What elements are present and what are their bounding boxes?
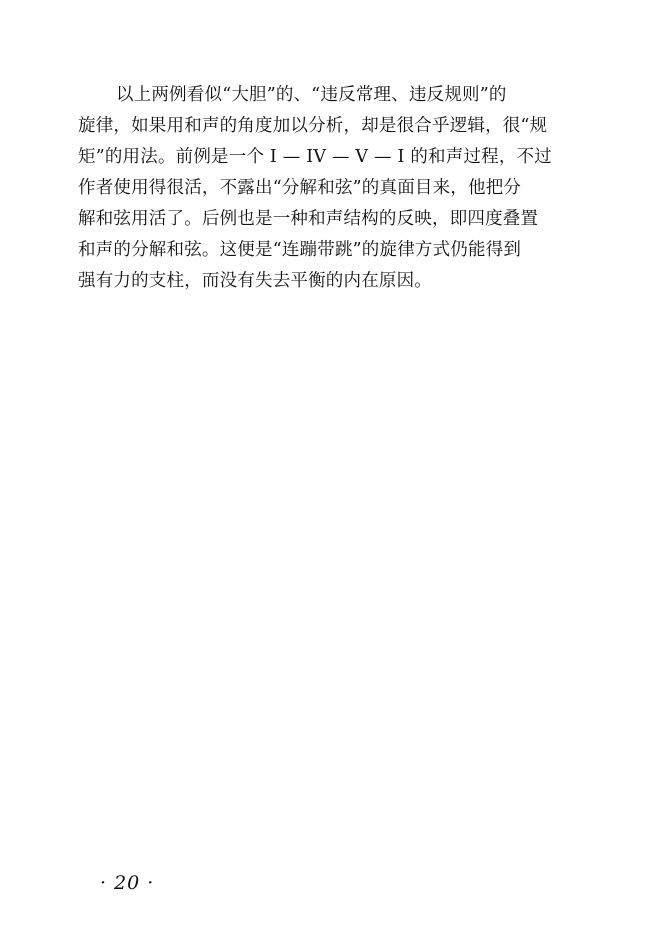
body-paragraph	[78, 80, 578, 297]
text-line-6: 和声的分解和弦。这便是“连蹦带跳”的旋律方式仍能得到	[78, 240, 522, 260]
text-line-5: 解和弦用活了。后例也是一种和声结构的反映，即四度叠置	[78, 209, 539, 229]
text-line-2: 旋律，如果用和声的角度加以分析，却是很合乎逻辑，很“规	[78, 116, 548, 136]
text-line-1: 以上两例看似“大胆”的、“违反常理、违反规则”的	[116, 85, 507, 105]
page-number: · 20 ·	[100, 872, 155, 894]
text-line-4: 作者使用得很活，不露出“分解和弦”的真面目来，他把分	[78, 178, 522, 198]
text-line-3: 矩”的用法。前例是一个 I — IV — V — I 的和声过程，不过	[78, 147, 552, 167]
text-line-7: 强有力的支柱，而没有失去平衡的内在原因。	[78, 271, 432, 291]
